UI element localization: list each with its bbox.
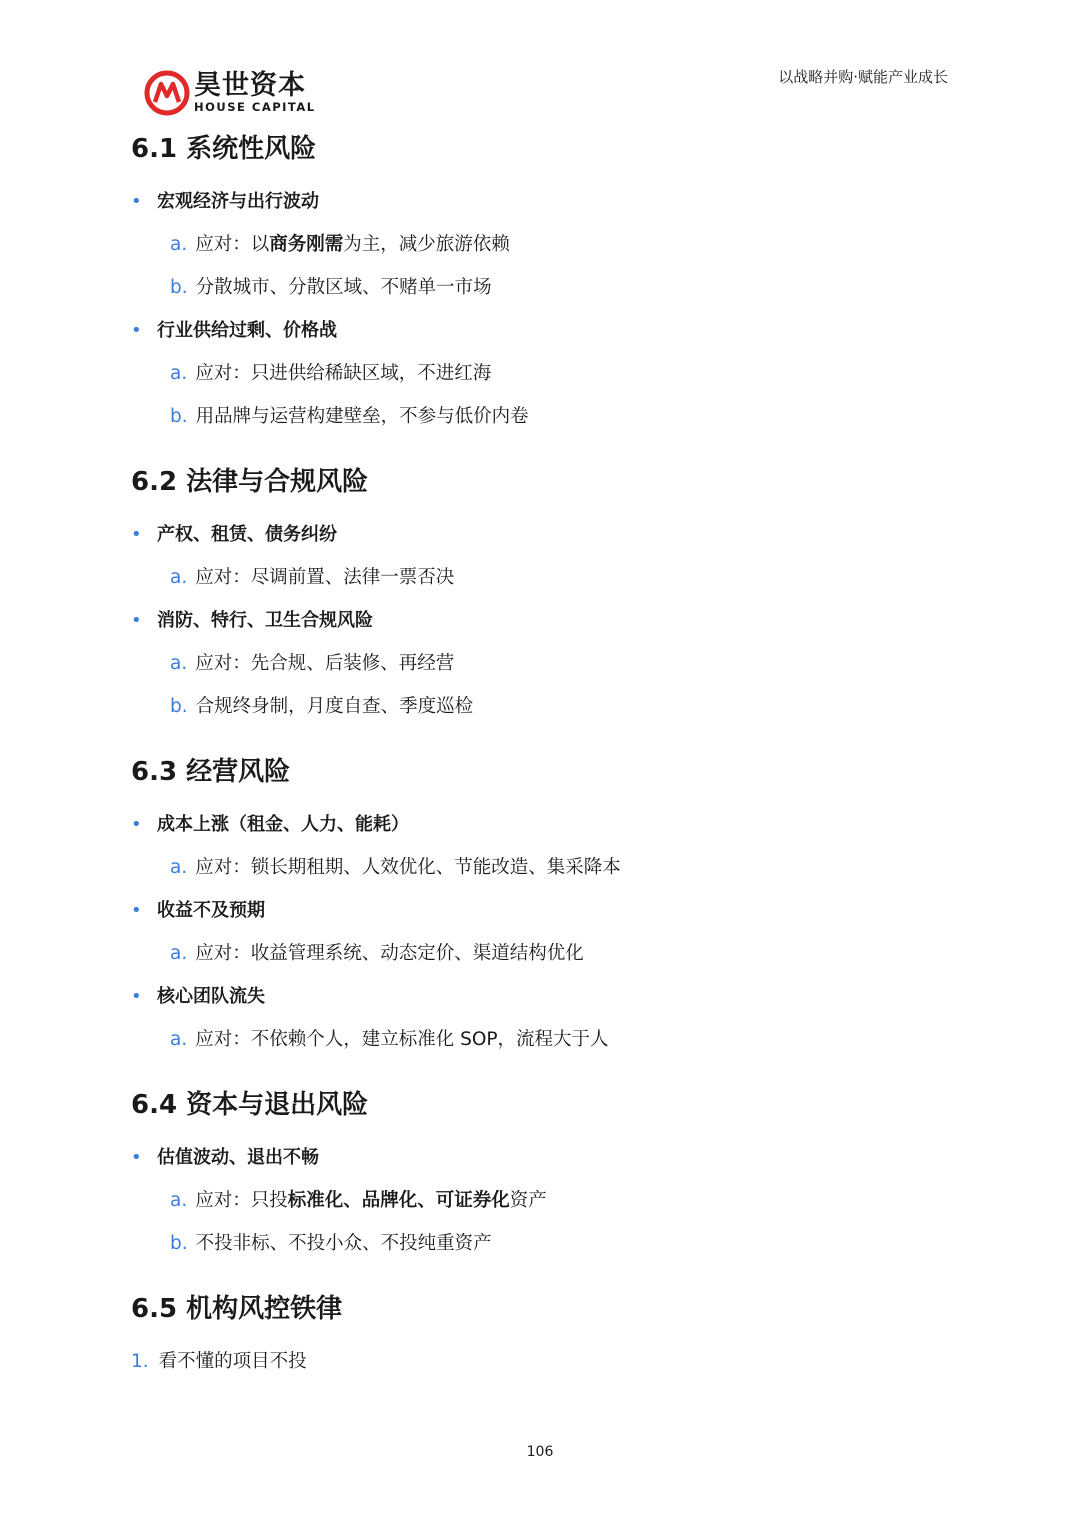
bullet-item: • 估值波动、退出不畅 (131, 1136, 971, 1179)
bullet-dot-icon: • (131, 814, 142, 835)
section-title-6-4: 6.4 资本与退出风险 (131, 1090, 369, 1120)
bullet-item: • 核心团队流失 (131, 975, 971, 1018)
sub-item: a. 应对：先合规、后装修、再经营 (170, 653, 455, 674)
bullet-dot-icon: • (131, 524, 142, 545)
bullet-item: • 收益不及预期 (131, 889, 971, 932)
section-title-6-1: 6.1 系统性风险 (131, 134, 317, 164)
sub-item: a. 应对：锁长期租期、人效优化、节能改造、集采降本 (170, 857, 621, 878)
bullet-dot-icon: • (131, 320, 142, 341)
bullet-dot-icon: • (131, 610, 142, 631)
bullet-dot-icon: • (131, 900, 142, 921)
company-logo (144, 70, 316, 116)
bullet-dot-icon: • (131, 986, 142, 1007)
bullet-item: • 产权、租赁、债务纠纷 (131, 513, 971, 556)
sub-item: a. 应对：收益管理系统、动态定价、渠道结构优化 (170, 943, 584, 964)
sub-item: a. 应对：以商务刚需为主，减少旅游依赖 (170, 234, 510, 255)
sub-item: b. 用品牌与运营构建壁垒，不参与低价内卷 (170, 406, 529, 427)
sub-item: a. 应对：只投标准化、品牌化、可证券化资产 (170, 1190, 547, 1211)
bullet-item: • 消防、特行、卫生合规风险 (131, 599, 971, 642)
sub-item: a. 应对：尽调前置、法律一票否决 (170, 567, 455, 588)
page-number: 106 (526, 1444, 554, 1460)
section-title-6-2: 6.2 法律与合规风险 (131, 467, 369, 497)
sub-item: a. 应对：只进供给稀缺区域，不进红海 (170, 363, 492, 384)
sub-item: b. 不投非标、不投小众、不投纯重资产 (170, 1233, 492, 1254)
bullet-item: • 行业供给过剩、价格战 (131, 309, 971, 352)
bullet-item: • 宏观经济与出行波动 (131, 180, 971, 223)
sub-item: b. 合规终身制，月度自查、季度巡检 (170, 696, 474, 717)
document-body (131, 126, 971, 1383)
house-capital-logo-icon (144, 70, 190, 116)
sub-item: b. 分散城市、分散区域、不赌单一市场 (170, 277, 492, 298)
section-title-6-5: 6.5 机构风控铁律 (131, 1294, 343, 1324)
logo-english-name: HOUSE CAPITAL (194, 100, 316, 115)
sub-item: a. 应对：不依赖个人，建立标准化 SOP，流程大于人 (170, 1029, 609, 1050)
numbered-item: 1. 看不懂的项目不投 (131, 1351, 307, 1372)
bullet-dot-icon: • (131, 1147, 142, 1168)
logo-chinese-name: 昊世资本 (194, 70, 306, 102)
section-title-6-3: 6.3 经营风险 (131, 757, 291, 787)
header-slogan: 以战略并购·赋能产业成长 (778, 68, 948, 86)
bullet-item: • 成本上涨（租金、人力、能耗） (131, 803, 971, 846)
bullet-dot-icon: • (131, 191, 142, 212)
